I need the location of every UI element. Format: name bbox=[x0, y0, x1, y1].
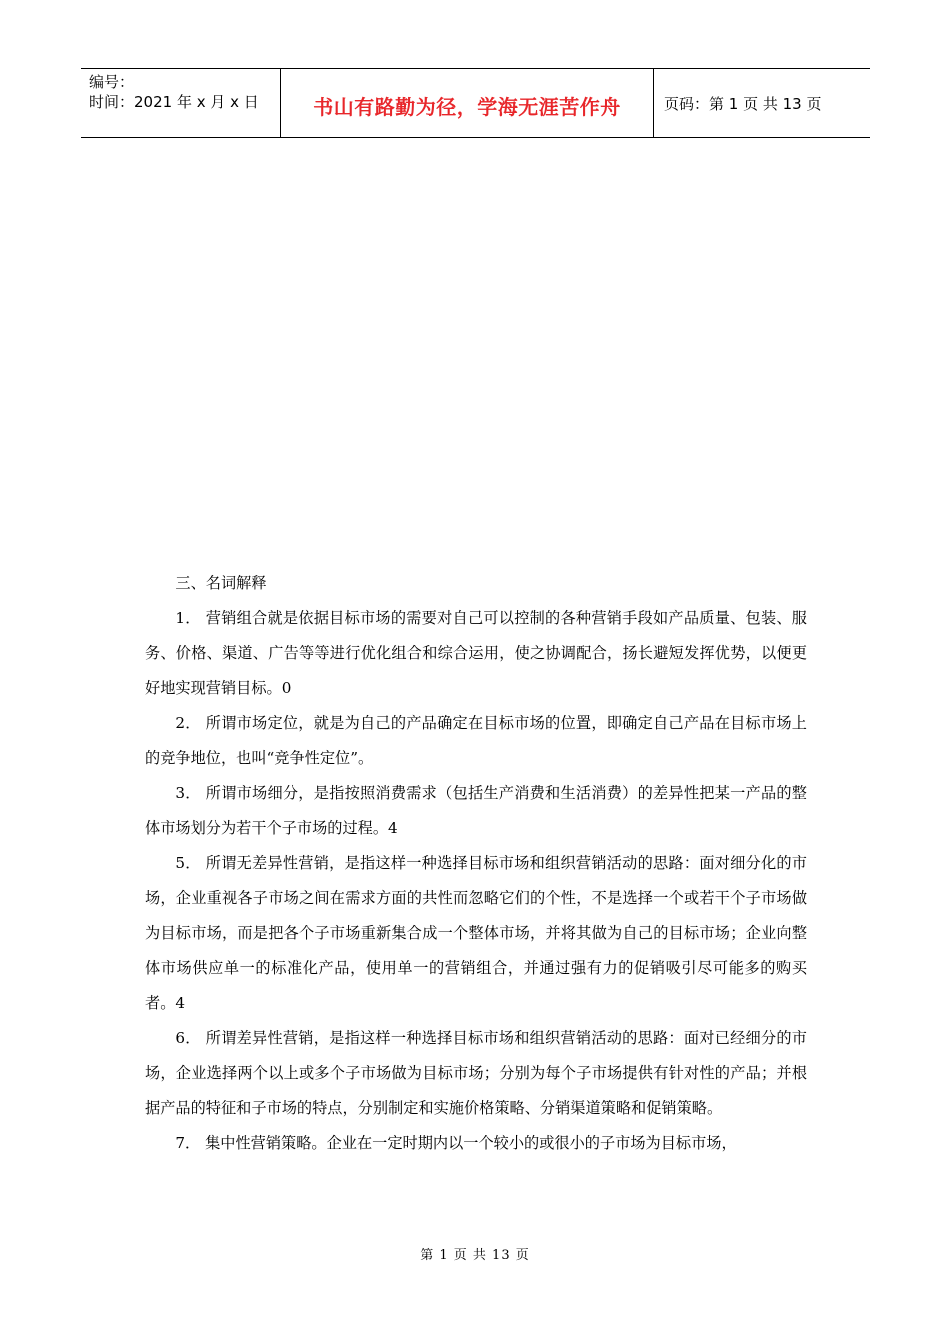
page-header bbox=[81, 68, 870, 138]
section-title: 三、名词解释 bbox=[175, 574, 267, 592]
paragraph: 3． 所谓市场细分，是指按照消费需求（包括生产消费和生活消费）的差异性把某一产品的整体市场划分为若干个子市场的过程。4 bbox=[145, 784, 807, 837]
number-label: 编号： bbox=[89, 73, 135, 91]
paragraph: 6． 所谓差异性营销，是指这样一种选择目标市场和组织营销活动的思路：面对已经细分的市场，企业选择两个以上或多个子市场做为目标市场；分别为每个子市场提供有针对性的产品；并根据产品的特征和子市场的特点，分别制定和实施价格策略、分销渠道策略和促销策略。 bbox=[145, 1029, 807, 1117]
document-body bbox=[145, 566, 807, 1161]
paragraph: 2． 所谓市场定位，就是为自己的产品确定在目标市场的位置，即确定自己产品在目标市场上的竞争地位，也叫“竞争性定位”。 bbox=[145, 714, 807, 767]
header-meta bbox=[81, 69, 281, 137]
paragraph: 1． 营销组合就是依据目标市场的需要对自己可以控制的各种营销手段如产品质量、包装、服务、价格、渠道、广告等等进行优化组合和综合运用，使之协调配合，扬长避短发挥优势，以便更好地实现营销目标。0 bbox=[145, 609, 807, 697]
page-footer: 第 1 页 共 13 页 bbox=[420, 1248, 530, 1263]
paragraph: 5． 所谓无差异性营销，是指这样一种选择目标市场和组织营销活动的思路：面对细分化的市场，企业重视各子市场之间在需求方面的共性而忽略它们的个性，不是选择一个或若干个子市场做为目标市场，而是把各个子市场重新集合成一个整体市场，并将其做为自己的目标市场；企业向整体市场供应单一的标准化产品，使用单一的营销组合，并通过强有力的促销吸引尽可能多的购买者。4 bbox=[145, 854, 807, 1012]
paragraph: 7． 集中性营销策略。企业在一定时期内以一个较小的或很小的子市场为目标市场， bbox=[175, 1134, 737, 1152]
time-label: 时间：2021 年 x 月 x 日 bbox=[89, 93, 259, 111]
header-page-info: 页码：第 1 页 共 13 页 bbox=[664, 94, 822, 113]
header-motto: 书山有路勤为径，学海无涯苦作舟 bbox=[281, 69, 654, 137]
